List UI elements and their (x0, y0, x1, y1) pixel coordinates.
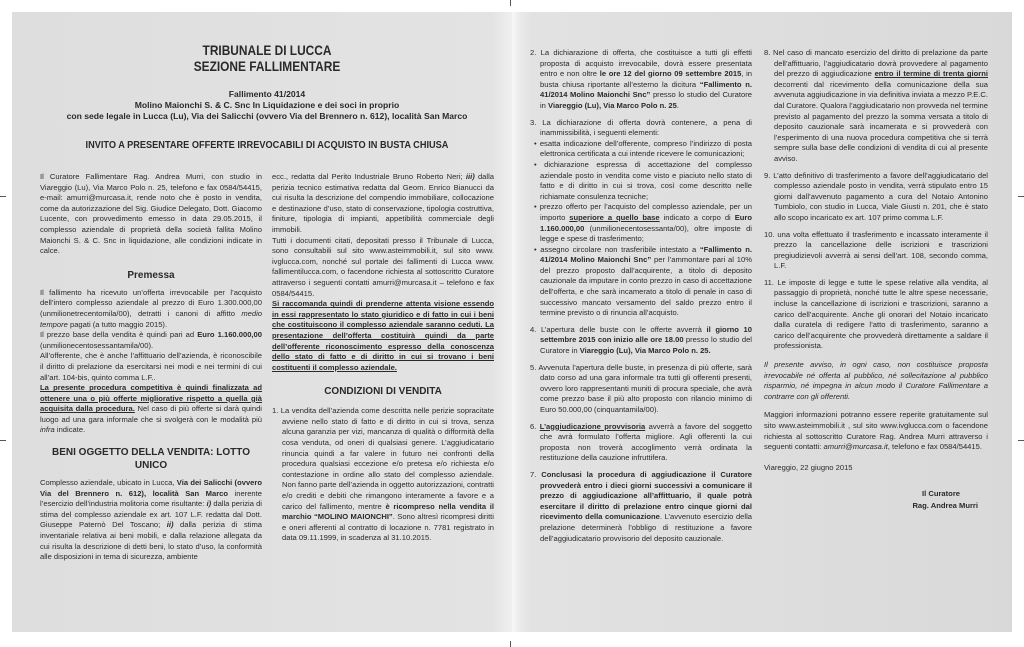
beni-title: BENI OGGETTO DELLA VENDITA: LOTTO UNICO (52, 447, 250, 472)
crop-mark-right-2 (1018, 440, 1024, 441)
premessa-p1: Il fallimento ha ricevuto un’offerta irrevocabile per l’acquisto dell’intero complesso aziendale al prezzo di Euro 1.300.000,00 (unmilionetrecentomila/00), detratti i canoni di affitto medio tempore pagati (a tutto maggio 2015). (40, 287, 262, 329)
premessa-p2: Il prezzo base della vendita è quindi pari ad Euro 1.160.000,00 (unmilionecentosessantamila/00). (40, 330, 262, 350)
condition-7: 7. Conclusasi la procedura di aggiudicazione il Curatore provvederà entro i dieci giorni successivi a comunicare il prezzo di aggiudicazione all’affittuario, il quale potrà esercitare il diritto di prelazione entro cinque giorni dal ricevimento della comunicazione. L’avvenuto esercizio della prelazione determinerà l’obbligo di restituzione a favore dell’aggiudicatario provvisorio del deposito cauzionale. (530, 469, 752, 543)
disclaimer-paragraph: Il presente avviso, in ogni caso, non costituisce proposta irrevocabile né offerta al pubblico, né sollecitazione al pubblico risparmio, né impegna in alcun modo il Curatore Fallimentare a contrarre con gli offerenti. (764, 360, 988, 401)
column-1 (40, 172, 262, 563)
center-fold (512, 12, 518, 632)
condition-4: 4. L’apertura delle buste con le offerte avverrà il giorno 10 settembre 2015 con inizio alle ore 18.00 presso lo studio del Curatore in Viareggio (Lu), Via Marco Polo n. 25. (530, 324, 752, 356)
condition-11: 11. Le imposte di legge e tutte le spese relative alla vendita, al passaggio di proprietà, nonché tutte le altre spese necessarie, incluse la cancellazione di iscrizioni e trascrizioni, saranno a carico dell’acquirente. Anche gli onorari del Notaio incaricato dalla curatela di redigere l’atto di trasferimento, saranno a carico dell’acquirente che provvederà direttamente a saldare il professionista. (764, 277, 988, 351)
signature-block (764, 489, 988, 525)
col2-p2: Tutti i documenti citati, depositati presso il Tribunale di Lucca, sono consultabili sul sito www.asteimmobili.it, sul sito www. ivglucca.com, nonché sul portale dei fallimenti di Lucca www. fallimentilucca.com, o facendone richiesta al sottoscritto Curatore attraverso i seguenti contatti amurri@murcasa.it – telefono e fax 0584/54415. (272, 235, 494, 298)
column-3 (530, 48, 752, 544)
crop-mark-left-1 (0, 196, 6, 197)
condition-3-bullet-3: • prezzo offerto per l’acquisto del complesso aziendale, per un importo superiore a quello base indicato a corpo di Euro 1.160.000,00 (unmilionecentosessanta/00), oltre imposte di legge e spese di trasferimento; (534, 202, 753, 244)
condition-3-bullet-2: • dichiarazione espressa di accettazione del complesso aziendale posto in vendita come visto e piaciuto nello stato di fatto e di diritto in cui si trova, così come descritto nelle richiamate consulenza tecniche; (534, 159, 752, 201)
crop-mark-bottom (510, 641, 511, 647)
col2-p3: Si raccomanda quindi di prenderne attenta visione essendo in essi rappresentato lo stato giuridico e di fatto in cui i beni che costituiscono il complesso aziendale saranno ceduti. La presentazione dell’offerta costituirà quindi da parte dell’offerente riconoscimento espresso della conoscenza dello stato di fatto e di diritto in cui si trovano i beni costituenti il complesso aziendale. (272, 299, 494, 372)
condition-9: 9. L’atto definitivo di trasferimento a favore dell’aggiudicatario del complesso aziendale posto in vendita, verrà stipulato entro 15 giorni dall’avvenuto pagamento a cura del Notaio Antonino Tumbiolo, con studio in Lucca, Viale Giusti n. 201, che è stato allo scopo incaricato ex art. 107 primo comma L.F. (764, 170, 988, 222)
condition-3-bullet-4: • assegno circolare non trasferibile intestato a “Fallimento n. 41/2014 Molino Maionchi Snc” per l’ammontare pari al 10% del prezzo proposto dall’acquirente, a titolo di deposito cauzionale da imputare in conto prezzo in caso di accettazione dell’offerta, e che sarà incamerato a titolo di penale in caso di successivo mancato versamento del saldo prezzo entro il termine previsto o di rinuncia all’acquisto. (534, 244, 752, 318)
company-name: Molino Maionchi S. & C. Snc In Liquidazione e dei soci in proprio (134, 100, 400, 110)
company-address: con sede legale in Lucca (Lu), Via dei Salicchi (ovvero Via del Brennero n. 612), località San Marco (66, 111, 468, 121)
condizioni-title: CONDIZIONI DI VENDITA (324, 386, 442, 398)
crop-mark-left-2 (0, 440, 6, 441)
column-2 (272, 172, 494, 544)
premessa-title: Premessa (127, 269, 175, 281)
col2-p1: ecc., redatta dal Perito Industriale Bruno Roberto Neri; iii) dalla perizia tecnico estimativa redatta dal Geom. Enrico Bianucci da cui risulta la descrizione del compendio immobiliare, collocazione e destinazione d’uso, stato di conservazione, tipologia costruttiva, finiture, tipologia di impianti, appetibilità commerciale degli immobili. (272, 172, 494, 234)
crop-mark-right-1 (1018, 196, 1024, 197)
signature-name: Rag. Andrea Murri (912, 501, 978, 511)
condition-6: 6. L’aggiudicazione provvisoria avverrà a favore del soggetto che avrà formulato l’offerta migliore. Agli offerenti la cui proposta non troverà accoglimento verrà ordinata la restituzione della cauzione infruttifera. (530, 421, 753, 463)
invito-heading: INVITO A PRESENTARE OFFERTE IRREVOCABILI DI ACQUISTO IN BUSTA CHIUSA (85, 140, 449, 151)
condition-2: 2. La dichiarazione di offerta, che costituisce a tutti gli effetti proposta di acquisto irrevocabile, dovrà essere presentata entro e non oltre le ore 12 del giorno 09 settembre 2015, in busta chiusa riportante all’esterno la dicitura “Fallimento n. 41/2014 Molino Maionchi Snc” presso lo studio del Curatore in Viareggio (Lu), Via Marco Polo n. 25. (530, 48, 752, 110)
info-paragraph: Maggiori informazioni potranno essere reperite gratuitamente sul sito www.asteimmobili.it , sul sito www.ivglucca.com o facendone richiesta al sottoscritto Curatore Rag. Andrea Murri attraverso i seguenti contatti: amurri@murcasa.it, telefono e fax 0584/54415. (764, 410, 988, 452)
condition-3: 3. La dichiarazione di offerta dovrà contenere, a pena di inammissibilità, i seguenti elementi: (530, 117, 752, 138)
column-4 (764, 48, 988, 525)
condition-3-bullet-1: • esatta indicazione dell’offerente, compreso l’indirizzo di posta elettronica certificata a cui intende ricevere le comunicazioni; (534, 138, 752, 159)
intro-paragraph: Il Curatore Fallimentare Rag. Andrea Murri, con studio in Viareggio (Lu), Via Marco Polo n. 25, telefono e fax 0584/54415, e-mail: amurri@murcasa.it, rende noto che è posto in vendita, come da autorizzazione del Sig. Giudice Delegato, Dott. Giacomo Lucente, con provvedimento emesso in data 29.05.2015, il complesso aziendale di proprietà della società fallita Molino Maionchi S. & C. Snc in liquidazione, alle condizioni indicate in calce. (40, 172, 262, 256)
premessa-p4: La presente procedura competitiva è quindi finalizzata ad ottenere una o più offerte migliorative rispetto a quella già acquisita dalla procedura. Nel caso di più offerte si darà quindi luogo ad una gara informale che si svolgerà con le modalità più infra indicate. (40, 383, 262, 435)
premessa-p3: All’offerente, che è anche l’affittuario dell’azienda, è riconoscibile il diritto di prelazione da esercitarsi nei modi e nei termini di cui all’art. 104-bis, quinto comma L.F.. (40, 351, 262, 382)
beni-paragraph: Complesso aziendale, ubicato in Lucca, Via dei Salicchi (ovvero Via del Brennero n. 612), località San Marco inerente l’esercizio dell’industria molitoria come risultante: i) dalla perizia di stima del complesso aziendale ex art. 107 L.F. redatta dal Dott. Giuseppe Paternò Del Toscano; ii) dalla perizia di stima inventariale relativa ai beni mobili, e dalla relazione allegata da cui risulta la descrizione di detti beni, lo stato d’uso, la conformità alle disposizioni in tema di sicurezza, ambiente (40, 478, 262, 562)
court-title: TRIBUNALE DI LUCCA SEZIONE FALLIMENTARE (193, 42, 341, 74)
crop-mark-top (510, 0, 511, 6)
condition-8: 8. Nel caso di mancato esercizio del diritto di prelazione da parte dell’affittuario, l’aggiudicatario dovrà provvedere al pagamento del prezzo di aggiudicazione entro il termine di trenta giorni decorrenti dal ricevimento della comunicazione della sua avvenuta aggiudicazione in via definitiva inviata a mezzo P.E.C. dal Curatore. Qualora l’aggiudicatario non provveda nel termine previsto al pagamento del prezzo la somma versata a titolo di deposito cauzionale sarà incamerata e si provvederà con l’esperimento di una nuova procedura competitiva che si terrà sempre sulla base delle condizioni di vendita di cui al presente avviso. (764, 48, 988, 163)
place-date: Viareggio, 22 giugno 2015 (764, 462, 853, 472)
condition-5: 5. Avvenuta l’apertura delle buste, in presenza di più offerte, sarà dato corso ad una gara informale tra tutti gli offerenti presenti, ovvero loro rappresentanti muniti di procura speciale, che avrà come prezzo base il più alto proposto con rilancio minimo di Euro 50.000,00 (cinquantamila/00). (530, 362, 752, 414)
condition-1: 1. La vendita dell’azienda come descritta nelle perizie sopracitate avviene nello stato di fatto e di diritto in cui si trova, senza alcuna garanzia per vizi, mancanza di qualità o difformità della cosa venduta, od oneri di qualsiasi genere. L’aggiudicatario rinuncia quindi a far valere in futuro nei confronti della procedura qualsiasi eccezione e/o pretesa e/o richiesta e/o contestazione in ordine allo stato del complesso aziendale. Non fanno parte dell’azienda in oggetto autorizzazioni, contratti e/o crediti e debiti che rimangono interamente a favore e a carico del fallimento, mentre è ricompreso nella vendita il marchio “MOLINO MAIONCHI”. Sono altresì ricompresi diritti e oneri afferenti al contratto di locazione n. 7781 registrato in data 09.11.1999, in scadenza al 31.10.2015. (272, 406, 494, 543)
fallimento-number: Fallimento 41/2014 (228, 89, 306, 99)
condition-10: 10. una volta effettuato il trasferimento e incassato interamente il prezzo la cancellazione delle iscrizioni e trascrizioni pregiudizievoli avverrà ai sensi dell’art. 108, secondo comma, L.F. (764, 229, 988, 271)
document-page (12, 12, 1012, 632)
signature-role: Il Curatore (922, 489, 960, 499)
